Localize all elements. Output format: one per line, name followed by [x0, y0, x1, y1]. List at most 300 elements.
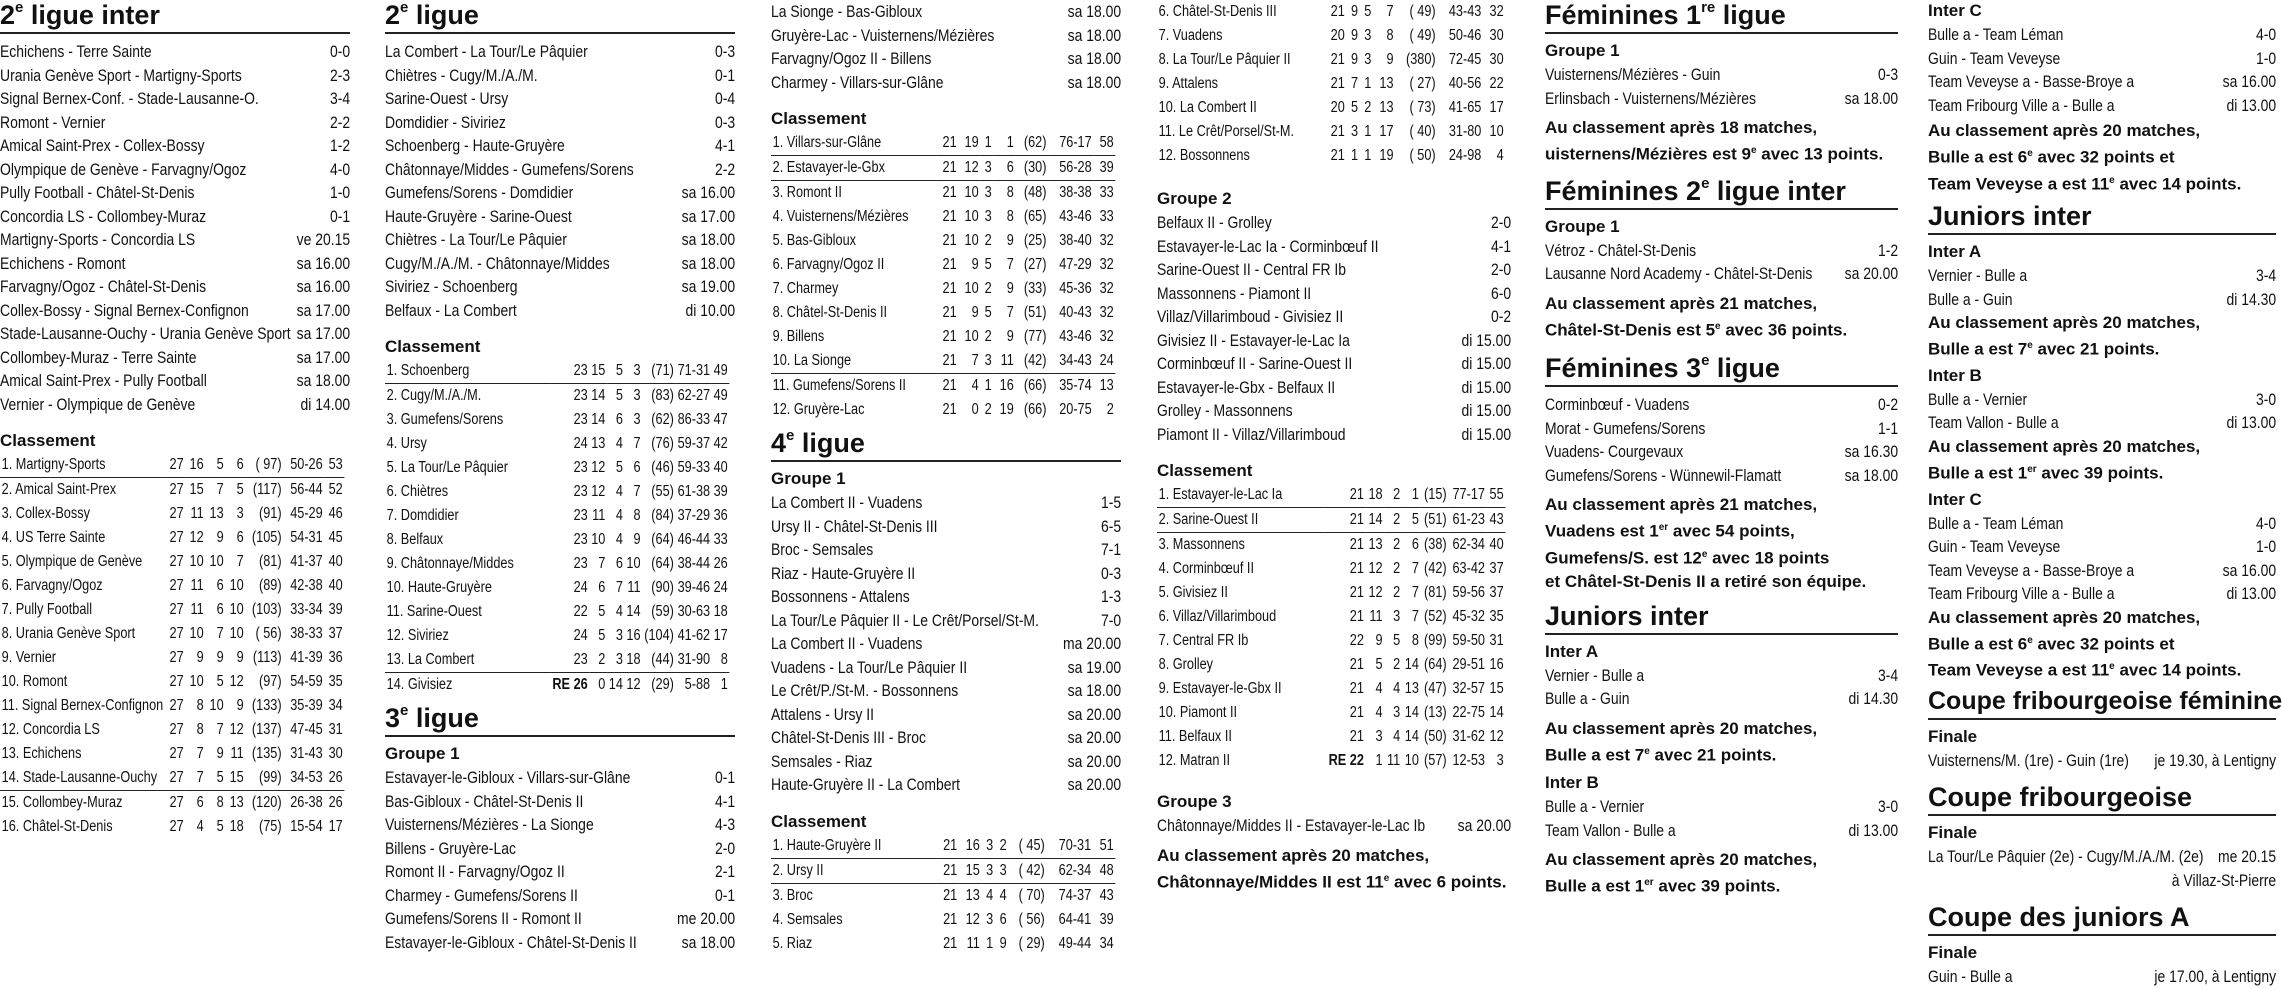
result-row: [771, 773, 1121, 797]
team-name: 6. Chiètres: [386, 483, 449, 500]
match-label: Billens - Gruyère-Lac: [385, 838, 516, 858]
stat-cell: 70-31: [1046, 834, 1092, 859]
result-row: [1545, 417, 1898, 441]
stat-cell: 32: [1099, 328, 1114, 345]
group-heading: Groupe 1: [1545, 216, 1620, 236]
match-label: Gumefens/Sorens - Domdidier: [385, 183, 574, 202]
standings-row: [0, 646, 344, 670]
stat-cell: 61-38: [677, 483, 711, 500]
team-name: 14. Stade-Lausanne-Ouchy: [0, 766, 165, 791]
stat-cell: 38-38: [1059, 184, 1092, 201]
result-row: [0, 181, 350, 205]
stat-cell: 43-46: [1059, 208, 1092, 225]
stat-cell: 10: [964, 280, 979, 297]
stat-cell: 23: [573, 411, 588, 428]
match-label: Team Fribourg Ville a - Bulle a: [1928, 584, 2115, 604]
team-name: 9. Châtonnaye/Middes: [386, 555, 514, 572]
stat-cell: 40: [328, 553, 343, 570]
stat-cell: 41-62: [677, 627, 711, 644]
stat-cell: 17: [713, 627, 728, 644]
stat-cell: 34-53: [283, 766, 324, 791]
column-3: [771, 0, 1121, 962]
stat-cell: 47-45: [290, 721, 323, 738]
stat-cell: 1: [1402, 483, 1421, 508]
standings-row: [1157, 677, 1505, 701]
team-name: 4. Ursy: [386, 435, 427, 452]
standings-row: [1157, 581, 1505, 605]
match-label: Belfaux II - Grolley: [1157, 213, 1272, 232]
stat-cell: 7: [1411, 584, 1419, 601]
ranking-note: Au classement après 20 matches, Châtonnaye/Middes II est 11e avec 6 points.: [1157, 845, 1507, 892]
stat-cell: 7: [958, 349, 980, 374]
stat-cell: 72-45: [1448, 51, 1482, 68]
team-name: 11. Le Crêt/Porsel/St-M.: [1158, 123, 1295, 140]
match-score: sa 18.00: [1067, 2, 1122, 21]
stat-cell: 7: [216, 721, 224, 738]
match-label: Team Vallon - Bulle a: [1545, 820, 1676, 840]
stat-cell: 4: [986, 886, 994, 904]
stat-cell: 18: [625, 648, 643, 673]
inter-heading: Inter C: [1928, 489, 1982, 509]
stat-cell: 23: [573, 555, 588, 572]
stat-cell: 2: [984, 328, 992, 345]
match-score: di 13.00: [2226, 95, 2277, 115]
inter-heading: Inter B: [1545, 773, 1599, 793]
stat-cell: 27: [169, 794, 184, 811]
standings-row: [385, 480, 729, 504]
stat-cell: (380): [1405, 51, 1436, 68]
stat-cell: 5: [1393, 632, 1401, 649]
column-4: [1157, 0, 1511, 962]
result-row: [385, 40, 735, 64]
stat-cell: 37: [1489, 560, 1504, 577]
stat-cell: 30-63: [677, 603, 711, 620]
stat-cell: 40-56: [1448, 75, 1482, 92]
stat-cell: 21: [1324, 483, 1365, 508]
stat-cell: 21: [942, 232, 957, 249]
stat-cell: 31-62: [1452, 728, 1485, 745]
stat-cell: 3: [607, 648, 625, 673]
stat-cell: 9: [1006, 232, 1014, 249]
stat-cell: 45-32: [1452, 608, 1485, 625]
stat-cell: ( 56): [255, 625, 282, 642]
standings-row: [0, 502, 344, 526]
ranking-note: Au classement après 20 matches, Bulle a est 6e avec 32 points et Team Veveyse a est 11e avec 14 points.: [1928, 121, 2242, 194]
team-name: 10. Haute-Gruyère: [386, 579, 492, 596]
team-name: 9. Estavayer-le-Gbx II: [1158, 680, 1282, 697]
match-label: Echichens - Terre Sainte: [0, 42, 152, 61]
result-row: [1545, 63, 1898, 87]
stat-cell: RE 22: [1328, 752, 1364, 769]
stat-cell: 5: [984, 304, 992, 321]
stat-cell: 14: [1404, 728, 1419, 745]
result-row: [385, 252, 735, 276]
stat-cell: 5: [598, 603, 606, 620]
match-label: Sarine-Ouest II - Central FR Ib: [1157, 260, 1347, 279]
stat-cell: 39: [328, 601, 343, 618]
stat-cell: 0: [598, 676, 606, 693]
team-name: 9. Vernier: [1, 649, 57, 666]
team-name: 2. Amical Saint-Prex: [1, 481, 117, 498]
stat-cell: 36: [713, 507, 728, 524]
stat-cell: ( 49): [1409, 27, 1436, 44]
stat-cell: 27: [169, 505, 184, 522]
result-row: [1545, 464, 1898, 488]
results-list: [771, 0, 1121, 94]
team-name: 1. Schoenberg: [385, 359, 550, 384]
stat-cell: (71): [642, 359, 675, 384]
stat-cell: 41-37: [290, 553, 323, 570]
stat-cell: 5: [1364, 3, 1372, 20]
match-label: Siviriez - Schoenberg: [385, 277, 518, 296]
stat-cell: 21: [942, 280, 957, 297]
stat-cell: 11: [627, 579, 641, 596]
stat-cell: 23: [573, 387, 588, 404]
stat-cell: 64-41: [1058, 910, 1092, 928]
team-name: 12. Concordia LS: [1, 721, 100, 738]
match-score: sa 20.00: [1457, 816, 1512, 835]
match-score: 2-2: [714, 159, 736, 179]
group-heading: Groupe 1: [771, 469, 846, 488]
result-row: [1928, 411, 2276, 435]
stat-cell: 20: [1330, 27, 1345, 44]
match-label: Morat - Gumefens/Sorens: [1545, 418, 1706, 438]
stat-cell: 18: [1366, 483, 1385, 508]
stat-cell: (33): [1023, 280, 1047, 297]
inter-heading: Inter B: [1928, 365, 1982, 385]
stat-cell: (64): [651, 555, 674, 572]
standings-row: [0, 526, 344, 550]
stat-cell: 3: [236, 505, 244, 522]
stat-cell: 43: [1487, 508, 1506, 533]
team-name: 5. Olympique de Genève: [1, 553, 143, 570]
stat-cell: 27: [169, 577, 184, 594]
stat-cell: 37: [1489, 584, 1504, 601]
classement-heading: Classement: [771, 109, 867, 128]
match-score: 7-1: [1100, 540, 1122, 559]
match-score: me 20.00: [677, 909, 736, 928]
result-row: [385, 181, 735, 205]
team-name: 12. Matran II: [1158, 752, 1230, 769]
stat-cell: 17: [328, 818, 343, 835]
stat-cell: 29-51: [1452, 656, 1485, 673]
stat-cell: 10: [964, 328, 979, 345]
result-row: [0, 40, 350, 64]
stat-cell: 0: [971, 401, 979, 418]
stat-cell: 6: [225, 453, 245, 478]
match-score: 0-3: [714, 42, 736, 61]
stat-cell: 4: [196, 818, 204, 835]
match-score: sa 18.00: [681, 230, 736, 249]
results-list: [1928, 23, 2276, 117]
match-label: Châtonnaye/Middes II - Estavayer-le-Lac Ib: [1157, 816, 1426, 835]
stat-cell: (99): [1424, 632, 1447, 649]
stat-cell: 10: [626, 555, 641, 572]
stat-cell: 11: [592, 507, 606, 524]
team-name: 7. Domdidier: [386, 507, 459, 524]
result-row: [1928, 264, 2276, 288]
match-score: sa 17.00: [296, 347, 351, 367]
stat-cell: 59-33: [677, 459, 711, 476]
inter-heading: Inter C: [1928, 1, 1982, 20]
stat-cell: 5-88: [684, 676, 711, 693]
team-name: 3. Gumefens/Sorens: [386, 411, 504, 428]
standings-row: [771, 181, 1115, 206]
standings-row: [385, 673, 729, 698]
match-score: ve 20.15: [296, 230, 351, 249]
match-score: 0-1: [714, 768, 736, 787]
stat-cell: (103): [251, 601, 282, 618]
standings-row: [385, 504, 729, 528]
result-row: [385, 134, 735, 158]
result-row: [0, 299, 350, 323]
result-row: [1545, 239, 1898, 263]
standings-row: [385, 648, 729, 673]
match-score: 6-5: [1100, 516, 1122, 536]
team-name: 16. Châtel-St-Denis: [1, 818, 113, 835]
stat-cell: 6: [196, 794, 204, 811]
results-list: [1545, 664, 1898, 711]
stat-cell: 3: [984, 208, 992, 225]
stat-cell: 3: [625, 359, 643, 384]
match-score: 0-3: [1100, 563, 1122, 583]
result-row: [1545, 687, 1898, 711]
stat-cell: 62-34: [1452, 536, 1485, 553]
standings-row: [1157, 96, 1505, 120]
stat-cell: 1: [984, 377, 992, 394]
section-title-feminines-1re: Féminines 1re ligue: [1545, 0, 1898, 34]
result-row: [1928, 47, 2276, 71]
stat-cell: 6: [999, 910, 1007, 928]
stat-cell: 27: [169, 745, 184, 762]
standings-row: [0, 766, 344, 791]
team-name: 9. Attalens: [1158, 75, 1219, 92]
stat-cell: 21: [942, 184, 957, 201]
match-label: Guin - Team Veveyse: [1928, 537, 2061, 557]
stat-cell: 24: [573, 435, 588, 452]
stat-cell: (75): [258, 818, 282, 835]
match-score: di 15.00: [1461, 424, 1512, 444]
stat-cell: 6: [1411, 536, 1419, 553]
section-title-juniors-inter: Juniors inter: [1545, 601, 1898, 635]
stat-cell: 7: [598, 555, 606, 572]
result-row: [1545, 664, 1898, 688]
result-row: [385, 837, 735, 861]
stat-cell: 9: [1006, 280, 1014, 297]
standings-row: [771, 883, 1115, 908]
match-score: di 15.00: [1461, 377, 1512, 397]
stat-cell: 35: [1489, 608, 1504, 625]
standings-row: [771, 131, 1115, 156]
match-score: di 13.00: [2226, 584, 2277, 604]
team-name: 3. Collex-Bossy: [1, 505, 90, 522]
results-list: [385, 40, 735, 322]
classement-heading: Classement: [385, 337, 481, 356]
stat-cell: (104): [644, 627, 674, 644]
standings-table: [0, 453, 344, 839]
stat-cell: 52: [328, 481, 343, 498]
match-score: 2-1: [714, 862, 736, 881]
result-row: [385, 275, 735, 299]
stat-cell: 2: [1393, 536, 1401, 553]
results-list: [0, 40, 350, 416]
match-score: sa 20.00: [1067, 751, 1122, 771]
stat-cell: (25): [1023, 232, 1047, 249]
standings-row: [1157, 483, 1505, 508]
result-row: [1545, 262, 1898, 286]
stat-cell: 39: [713, 483, 728, 500]
stat-cell: 10: [591, 531, 606, 548]
stat-cell: ( 40): [1409, 123, 1436, 140]
stat-cell: 6: [216, 601, 224, 618]
match-label: Chiètres - La Tour/Le Pâquier: [385, 230, 567, 249]
result-row: [385, 205, 735, 229]
team-name: 12. Gruyère-Lac: [772, 401, 865, 418]
stat-cell: (29): [651, 676, 674, 693]
match-label: Villaz/Villarimboud - Givisiez II: [1157, 307, 1344, 326]
stat-cell: 76-17: [1048, 131, 1093, 156]
stat-cell: 1: [720, 676, 728, 693]
result-row: [771, 726, 1121, 750]
match-score: sa 17.00: [681, 206, 736, 226]
stat-cell: 51: [1093, 834, 1116, 859]
inter-heading: Inter A: [1545, 641, 1599, 661]
stat-cell: 32: [1099, 304, 1114, 321]
stat-cell: 4: [1496, 147, 1504, 164]
stat-cell: 10: [189, 625, 204, 642]
stat-cell: 10: [229, 577, 244, 594]
stat-cell: 6: [633, 459, 641, 476]
stat-cell: 5: [1375, 656, 1383, 673]
stat-cell: 58: [1093, 131, 1115, 156]
result-row: [1928, 288, 2276, 312]
stat-cell: 59-50: [1452, 632, 1485, 649]
standings-row: [0, 478, 344, 503]
match-label: Charmey - Gumefens/Sorens II: [385, 885, 578, 905]
stat-cell: (30): [1015, 156, 1048, 181]
section-title-2e-ligue-inter: 2e ligue inter: [0, 0, 350, 34]
stat-cell: 9: [1006, 328, 1014, 345]
results-list: [1157, 211, 1511, 446]
stat-cell: 53: [324, 453, 344, 478]
standings-row: [0, 694, 344, 718]
match-score: di 14.00: [300, 394, 351, 414]
match-label: La Combert II - Vuadens: [771, 634, 923, 653]
stat-cell: 2: [984, 232, 992, 249]
stat-cell: 14: [626, 603, 641, 620]
stat-cell: 34-43: [1048, 349, 1093, 374]
result-row: [385, 790, 735, 814]
result-row: [771, 0, 1121, 24]
team-name: 7. Central FR Ib: [1158, 632, 1249, 649]
match-label: Echichens - Romont: [0, 253, 126, 273]
result-row: [385, 884, 735, 908]
stat-cell: 14: [591, 387, 606, 404]
result-row: [1545, 393, 1898, 417]
standings-row: [0, 598, 344, 622]
match-label: Sarine-Ouest - Ursy: [385, 89, 509, 108]
stat-cell: 7: [1006, 256, 1014, 273]
result-row: [1545, 795, 1898, 819]
standings-row: [1157, 629, 1505, 653]
team-name: 13. La Combert: [385, 648, 550, 673]
result-row: [771, 71, 1121, 95]
result-row: [385, 87, 735, 111]
column-1: [0, 0, 350, 962]
stat-cell: 14: [1366, 508, 1385, 533]
match-label: Team Veveyse a - Basse-Broye a: [1928, 560, 2135, 580]
standings-row: [1157, 72, 1505, 96]
stat-cell: 21: [1330, 147, 1345, 164]
standings-row: [771, 156, 1115, 181]
stat-cell: 37-29: [677, 507, 711, 524]
stat-cell: 30: [1489, 27, 1504, 44]
stat-cell: 2: [1384, 483, 1402, 508]
stat-cell: 21: [936, 858, 959, 883]
stat-cell: (27): [1023, 256, 1047, 273]
match-score: sa 18.00: [1067, 25, 1122, 45]
stat-cell: (50): [1424, 728, 1447, 745]
match-label: Belfaux - La Combert: [385, 300, 517, 320]
stat-cell: 5: [216, 818, 224, 835]
result-row: [0, 252, 350, 276]
match-score: 3-0: [1877, 797, 1899, 817]
stat-cell: (64): [651, 531, 674, 548]
match-score: di 13.00: [2226, 413, 2277, 433]
section-title-feminines-2e: Féminines 2e ligue inter: [1545, 176, 1898, 210]
match-score: 4-3: [714, 815, 736, 834]
result-row: [0, 369, 350, 393]
stat-cell: 3: [980, 156, 993, 181]
stat-cell: 10: [229, 625, 244, 642]
stat-cell: 7: [216, 625, 224, 642]
stat-cell: 13: [229, 794, 244, 811]
result-row: [1928, 535, 2276, 559]
stat-cell: (46): [651, 459, 674, 476]
stat-cell: 2: [1393, 584, 1401, 601]
stat-cell: 3: [615, 627, 623, 644]
stat-cell: 1: [993, 131, 1015, 156]
final-heading: Finale: [1928, 943, 1978, 963]
stat-cell: (133): [251, 697, 282, 714]
stat-cell: ( 45): [1008, 834, 1046, 859]
stat-cell: ( 27): [1409, 75, 1436, 92]
stat-cell: 27: [169, 649, 184, 666]
stat-cell: 11: [190, 505, 204, 522]
standings-row: [0, 622, 344, 646]
stat-cell: ( 70): [1018, 886, 1045, 904]
result-row: [771, 491, 1121, 515]
team-name: 10. Piamont II: [1158, 704, 1238, 721]
team-name: 2. Cugy/M./A./M.: [386, 387, 482, 404]
match-score: 6-0: [1490, 283, 1512, 303]
match-score: 0-2: [1877, 395, 1899, 415]
stat-cell: 30: [328, 745, 343, 762]
result-row: [771, 585, 1121, 609]
stat-cell: (83): [651, 387, 674, 404]
stat-cell: 14: [1404, 704, 1419, 721]
result-row: [0, 322, 350, 346]
stat-cell: 13: [591, 435, 606, 452]
standings-row: [771, 349, 1115, 374]
result-row: [1928, 388, 2276, 412]
stat-cell: 8: [196, 721, 204, 738]
stat-cell: (59): [651, 603, 674, 620]
match-label: Corminbœuf - Vuadens: [1545, 395, 1690, 415]
standings-row: [1157, 48, 1505, 72]
match-label: Corminbœuf II - Sarine-Ouest II: [1157, 354, 1353, 373]
stat-cell: 9: [1350, 51, 1359, 68]
